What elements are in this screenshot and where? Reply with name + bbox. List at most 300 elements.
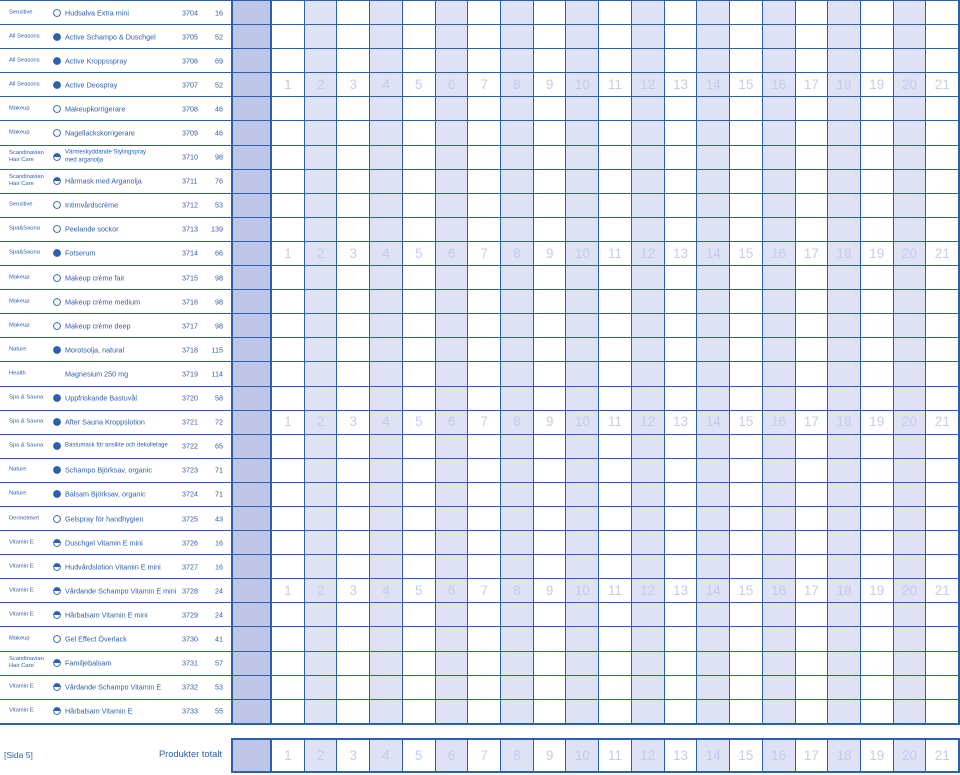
product-number: 3720: [182, 393, 198, 403]
product-info: [0, 435, 231, 458]
column-number: 4: [382, 245, 390, 261]
quantity-cells: [272, 314, 960, 337]
quantity-cell: [370, 579, 403, 602]
column-number: 5: [414, 77, 423, 93]
quantity-cell: [468, 652, 501, 675]
column-number: 8: [513, 747, 521, 763]
quantity-cells: [272, 121, 960, 144]
column-number: 19: [869, 747, 885, 763]
quantity-cell: [763, 459, 796, 482]
quantity-cell: [894, 194, 927, 217]
quantity-cell: [599, 49, 632, 72]
quantity-cell: [501, 676, 534, 699]
quantity-cell: [894, 49, 927, 72]
quantity-cell: [305, 740, 338, 771]
product-info: [0, 242, 231, 265]
quantity-cells: [272, 266, 960, 289]
quantity-cell: [468, 483, 501, 506]
quantity-cells: [272, 507, 960, 530]
quantity-cell: [468, 627, 501, 650]
column-number: 16: [771, 245, 787, 261]
quantity-cell: [534, 579, 567, 602]
product-points: 98: [215, 152, 223, 162]
product-number: 3714: [182, 248, 198, 258]
quantity-cell: [305, 531, 338, 554]
quantity-cell: [730, 266, 763, 289]
quantity-cell: [305, 49, 338, 72]
half-circle-icon: [53, 659, 61, 667]
column-number: 4: [382, 77, 390, 93]
quantity-cell: [894, 97, 927, 120]
quantity-cell: [763, 362, 796, 385]
quantity-cell: [894, 627, 927, 650]
quantity-cell: [436, 387, 469, 410]
quantity-cell: [730, 242, 763, 265]
quantity-cell: [599, 338, 632, 361]
quantity-cell: [894, 603, 927, 626]
quantity-cell: [926, 194, 960, 217]
quantity-cell: [861, 483, 894, 506]
product-points: 57: [215, 658, 223, 668]
quantity-cell: [894, 290, 927, 313]
product-number: 3727: [182, 562, 198, 572]
quantity-cell: [403, 676, 436, 699]
quantity-cell: [697, 194, 730, 217]
quantity-cell: [828, 146, 861, 169]
category-label: Spa & Sauna: [9, 442, 44, 449]
quantity-cell: [337, 435, 370, 458]
product-points: 69: [215, 56, 223, 66]
quantity-cell: [926, 555, 960, 578]
quantity-cell: [926, 170, 960, 193]
quantity-cell: [337, 290, 370, 313]
quantity-cell: [436, 531, 469, 554]
product-info: [0, 483, 231, 506]
column-number: 19: [869, 77, 885, 93]
product-row: [0, 121, 960, 145]
quantity-cell: [566, 146, 599, 169]
quantity-cell: [337, 121, 370, 144]
quantity-cell: [697, 676, 730, 699]
quantity-cell: [632, 603, 665, 626]
quantity-cell: [436, 362, 469, 385]
quantity-cell: [730, 49, 763, 72]
category-label: Scandinavian Hair Care: [9, 174, 44, 188]
quantity-cell: [403, 483, 436, 506]
quantity-cell: [468, 218, 501, 241]
quantity-cell: [796, 314, 829, 337]
quantity-cell: [272, 242, 305, 265]
quantity-cell: [305, 676, 338, 699]
product-row: [0, 266, 960, 290]
quantity-cell: [828, 507, 861, 530]
quantity-cell: [665, 579, 698, 602]
quantity-cell: [861, 266, 894, 289]
quantity-cell: [665, 314, 698, 337]
quantity-cell: [468, 1, 501, 24]
quantity-cell: [697, 387, 730, 410]
quantity-cell: [763, 170, 796, 193]
quantity-cell: [828, 435, 861, 458]
quantity-cell: [534, 676, 567, 699]
quantity-cell: [894, 387, 927, 410]
quantity-cell: [436, 25, 469, 48]
quantity-cell: [501, 97, 534, 120]
product-number: 3717: [182, 321, 198, 331]
column-number: 6: [447, 414, 456, 430]
quantity-cell: [763, 146, 796, 169]
quantity-cell: [370, 25, 403, 48]
quantity-cell: [501, 483, 534, 506]
quantity-cell: [665, 435, 698, 458]
quantity-cell: [305, 266, 338, 289]
quantity-cell: [272, 459, 305, 482]
quantity-cell: [436, 459, 469, 482]
quantity-cell: [894, 700, 927, 723]
quantity-cells: [272, 25, 960, 48]
quantity-cell: [468, 242, 501, 265]
quantity-cell: [926, 49, 960, 72]
quantity-cell: [730, 676, 763, 699]
empty-circle-icon: [53, 9, 61, 17]
gray-column-cell: [231, 387, 272, 410]
quantity-cell: [861, 676, 894, 699]
product-info: [0, 531, 231, 554]
product-name: Balsam Björksav, organic: [65, 489, 146, 499]
product-name: Makeup crème medium: [65, 297, 141, 307]
empty-circle-icon: [53, 515, 61, 523]
quantity-cell: [501, 218, 534, 241]
product-name: Nagellackskorrigerare: [65, 128, 135, 138]
product-points: 98: [215, 297, 223, 307]
quantity-cell: [861, 338, 894, 361]
quantity-cell: [305, 121, 338, 144]
quantity-cell: [403, 242, 436, 265]
quantity-cell: [370, 97, 403, 120]
quantity-cell: [501, 146, 534, 169]
quantity-cell: [566, 579, 599, 602]
column-number: 8: [513, 414, 521, 430]
quantity-cell: [403, 194, 436, 217]
quantity-cell: [665, 25, 698, 48]
product-name: Active Deospray: [65, 80, 118, 90]
quantity-cell: [894, 652, 927, 675]
quantity-cell: [337, 579, 370, 602]
quantity-cell: [370, 507, 403, 530]
quantity-cell: [370, 435, 403, 458]
quantity-cell: [337, 555, 370, 578]
product-number: 3718: [182, 345, 198, 355]
quantity-cell: [926, 652, 960, 675]
column-number: 14: [705, 583, 721, 599]
product-name: Hudvårdslotion Vitamin E mini: [65, 562, 161, 572]
product-number: 3710: [182, 152, 198, 162]
quantity-cell: [861, 218, 894, 241]
product-name: Hårmask med Arganolja: [65, 176, 142, 186]
quantity-cell: [436, 97, 469, 120]
quantity-cell: [566, 652, 599, 675]
category-label: All Seasons: [9, 81, 40, 88]
empty-circle-icon: [53, 129, 61, 137]
quantity-cell: [370, 652, 403, 675]
column-number: 18: [836, 245, 852, 261]
product-number: 3723: [182, 465, 198, 475]
column-number: 16: [771, 747, 787, 763]
filled-circle-icon: [53, 442, 61, 450]
quantity-cell: [632, 290, 665, 313]
quantity-cell: [599, 194, 632, 217]
quantity-cell: [665, 483, 698, 506]
quantity-cell: [861, 579, 894, 602]
quantity-cell: [763, 507, 796, 530]
column-number: 8: [513, 77, 521, 93]
quantity-cell: [272, 266, 305, 289]
quantity-cell: [665, 266, 698, 289]
quantity-cell: [468, 290, 501, 313]
quantity-cell: [665, 97, 698, 120]
quantity-cell: [272, 740, 305, 771]
quantity-cell: [861, 290, 894, 313]
gray-column-cell: [231, 411, 272, 434]
quantity-cell: [501, 338, 534, 361]
column-number: 10: [574, 245, 590, 261]
quantity-cell: [468, 435, 501, 458]
quantity-cell: [534, 146, 567, 169]
quantity-cell: [272, 700, 305, 723]
quantity-cell: [337, 387, 370, 410]
product-name: Hårbalsam Vitamin E mini: [65, 610, 148, 620]
quantity-cell: [632, 194, 665, 217]
quantity-cell: [599, 290, 632, 313]
quantity-cell: [763, 652, 796, 675]
product-info: [0, 314, 231, 337]
quantity-cell: [272, 338, 305, 361]
quantity-cell: [828, 700, 861, 723]
quantity-cell: [861, 435, 894, 458]
quantity-cell: [861, 411, 894, 434]
quantity-cell: [534, 483, 567, 506]
quantity-cell: [501, 652, 534, 675]
quantity-cell: [534, 242, 567, 265]
quantity-cell: [566, 25, 599, 48]
quantity-cell: [697, 362, 730, 385]
product-name: Vårdande Schampo Vitamin E: [65, 682, 162, 692]
column-number: 19: [869, 245, 885, 261]
quantity-cell: [305, 627, 338, 650]
quantity-cell: [337, 700, 370, 723]
quantity-cell: [305, 73, 338, 96]
column-number: 15: [738, 77, 754, 93]
product-points: 43: [215, 514, 223, 524]
quantity-cell: [763, 194, 796, 217]
quantity-cell: [501, 170, 534, 193]
quantity-cell: [730, 387, 763, 410]
quantity-cell: [828, 411, 861, 434]
product-points: 24: [215, 610, 223, 620]
quantity-cell: [632, 25, 665, 48]
category-label: Vitamin E: [9, 611, 34, 618]
quantity-cell: [665, 73, 698, 96]
quantity-cells: [272, 700, 960, 723]
product-points: 41: [215, 634, 223, 644]
column-number: 21: [934, 583, 950, 599]
quantity-cell: [926, 362, 960, 385]
quantity-cells: [272, 194, 960, 217]
column-number: 19: [869, 583, 885, 599]
quantity-cell: [337, 740, 370, 771]
empty-circle-icon: [53, 635, 61, 643]
quantity-cell: [566, 362, 599, 385]
quantity-cell: [665, 362, 698, 385]
empty-circle-icon: [53, 105, 61, 113]
quantity-cell: [730, 411, 763, 434]
quantity-cell: [796, 483, 829, 506]
quantity-cell: [534, 627, 567, 650]
column-number: 9: [545, 583, 554, 599]
quantity-cell: [403, 146, 436, 169]
quantity-cell: [763, 97, 796, 120]
quantity-cell: [763, 218, 796, 241]
quantity-cell: [566, 531, 599, 554]
filled-circle-icon: [53, 33, 61, 41]
column-number: 11: [608, 414, 623, 430]
quantity-cell: [796, 676, 829, 699]
quantity-cell: [796, 146, 829, 169]
quantity-cell: [337, 170, 370, 193]
quantity-cell: [632, 97, 665, 120]
quantity-cell: [501, 290, 534, 313]
quantity-cells: [272, 362, 960, 385]
product-row: [0, 73, 960, 97]
gray-column-cell: [231, 435, 272, 458]
quantity-cell: [828, 603, 861, 626]
quantity-cell: [272, 49, 305, 72]
column-number: 7: [480, 414, 488, 430]
product-name: Gel Effect Överlack: [65, 634, 127, 644]
quantity-cells: [272, 49, 960, 72]
quantity-cell: [632, 459, 665, 482]
quantity-cell: [337, 483, 370, 506]
totals-label: Produkter totalt: [158, 749, 222, 759]
product-row: [0, 435, 960, 459]
category-label: Makeup: [9, 298, 30, 305]
product-number: 3719: [182, 369, 198, 379]
quantity-cell: [730, 218, 763, 241]
column-number: 10: [574, 414, 590, 430]
gray-column-cell: [231, 652, 272, 675]
category-label: Nature: [9, 490, 27, 497]
column-number: 3: [349, 245, 358, 261]
product-name: Makeupkorrigerare: [65, 104, 126, 114]
quantity-cell: [730, 579, 763, 602]
quantity-cell: [894, 459, 927, 482]
quantity-cell: [337, 531, 370, 554]
quantity-cell: [468, 25, 501, 48]
quantity-cell: [665, 507, 698, 530]
quantity-cell: [370, 338, 403, 361]
category-label: Makeup: [9, 105, 30, 112]
product-points: 24: [215, 586, 223, 596]
quantity-cell: [370, 314, 403, 337]
quantity-cell: [828, 25, 861, 48]
product-name: Active Schampo & Duschgel: [65, 32, 156, 42]
quantity-cells: [272, 1, 960, 24]
quantity-cell: [730, 603, 763, 626]
quantity-cell: [796, 435, 829, 458]
quantity-cell: [305, 338, 338, 361]
column-number: 15: [738, 245, 754, 261]
quantity-cell: [632, 555, 665, 578]
quantity-cell: [272, 603, 305, 626]
column-number: 21: [934, 77, 950, 93]
product-points: 16: [215, 538, 223, 548]
quantity-cell: [730, 290, 763, 313]
quantity-cell: [403, 387, 436, 410]
category-label: Sensitive: [9, 9, 33, 16]
quantity-cells: [272, 579, 960, 602]
quantity-cell: [730, 194, 763, 217]
quantity-cell: [763, 314, 796, 337]
quantity-cell: [697, 555, 730, 578]
quantity-cell: [697, 603, 730, 626]
quantity-cell: [272, 290, 305, 313]
quantity-cell: [730, 435, 763, 458]
quantity-cell: [665, 194, 698, 217]
product-points: 53: [215, 682, 223, 692]
quantity-cells: [272, 97, 960, 120]
gray-column-cell: [231, 97, 272, 120]
gray-column-cell: [231, 740, 272, 771]
quantity-cell: [599, 362, 632, 385]
filled-circle-icon: [53, 346, 61, 354]
quantity-cell: [501, 73, 534, 96]
gray-column-cell: [231, 314, 272, 337]
quantity-cell: [763, 740, 796, 771]
product-number: 3713: [182, 224, 198, 234]
quantity-cell: [534, 555, 567, 578]
quantity-cell: [403, 411, 436, 434]
quantity-cell: [828, 531, 861, 554]
quantity-cell: [861, 531, 894, 554]
quantity-cell: [796, 338, 829, 361]
product-points: 71: [215, 489, 223, 499]
column-number: 7: [480, 583, 488, 599]
category-label: Scandinavian Hair Care: [9, 150, 44, 164]
quantity-cell: [305, 97, 338, 120]
category-label: Nature: [9, 466, 27, 473]
quantity-cell: [305, 435, 338, 458]
quantity-cell: [337, 459, 370, 482]
quantity-cell: [697, 700, 730, 723]
product-info: [0, 194, 231, 217]
column-number: 10: [574, 747, 590, 763]
product-points: 52: [215, 32, 223, 42]
quantity-cell: [796, 387, 829, 410]
product-row: [0, 194, 960, 218]
quantity-cell: [566, 435, 599, 458]
quantity-cell: [305, 652, 338, 675]
quantity-cell: [370, 676, 403, 699]
gray-column-cell: [231, 25, 272, 48]
quantity-cell: [566, 121, 599, 144]
quantity-cell: [665, 627, 698, 650]
quantity-cell: [436, 266, 469, 289]
quantity-cell: [763, 266, 796, 289]
quantity-cell: [861, 314, 894, 337]
quantity-cell: [894, 1, 927, 24]
product-row: [0, 459, 960, 483]
quantity-cell: [436, 411, 469, 434]
